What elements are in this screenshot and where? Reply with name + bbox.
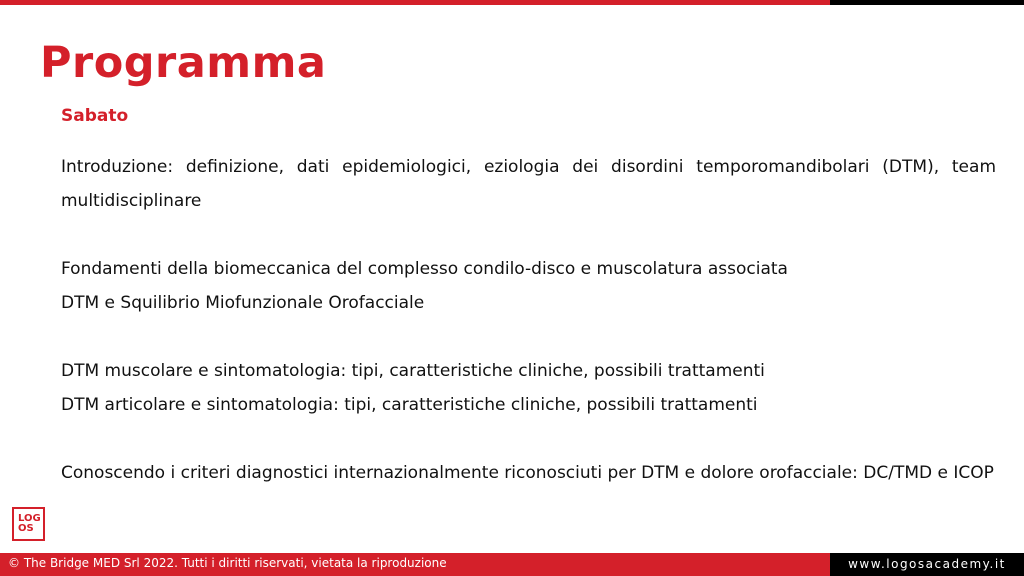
program-item: DTM e Squilibrio Miofunzionale Orofacciale bbox=[61, 293, 425, 313]
day-heading: Sabato bbox=[61, 106, 129, 126]
program-item: DTM muscolare e sintomatologia: tipi, caratteristiche cliniche, possibili trattamenti bbox=[61, 361, 765, 381]
program-item: Conoscendo i criteri diagnostici internazionalmente riconosciuti per DTM e dolore orofacciale: DC/TMD e ICOP bbox=[61, 463, 994, 483]
program-item: DTM articolare e sintomatologia: tipi, caratteristiche cliniche, possibili trattamenti bbox=[61, 395, 758, 415]
logos-logo bbox=[12, 507, 45, 541]
program-item: Fondamenti della biomeccanica del complesso condilo-disco e muscolatura associata bbox=[61, 259, 788, 279]
copyright-text: © The Bridge MED Srl 2022. Tutti i diritti riservati, vietata la riproduzione bbox=[8, 556, 447, 570]
logo-text: OS bbox=[18, 523, 34, 534]
program-content bbox=[61, 150, 996, 490]
program-item: Introduzione: definizione, dati epidemiologici, eziologia dei disordini temporomandibolari (DTM), team multidisciplinare bbox=[61, 157, 996, 211]
website-link[interactable]: www.logosacademy.it bbox=[830, 553, 1024, 576]
top-accent-bar bbox=[0, 0, 830, 5]
logo-text: LOG bbox=[18, 513, 41, 524]
top-accent-bar-dark bbox=[830, 0, 1024, 5]
page-title: Programma bbox=[40, 38, 327, 88]
